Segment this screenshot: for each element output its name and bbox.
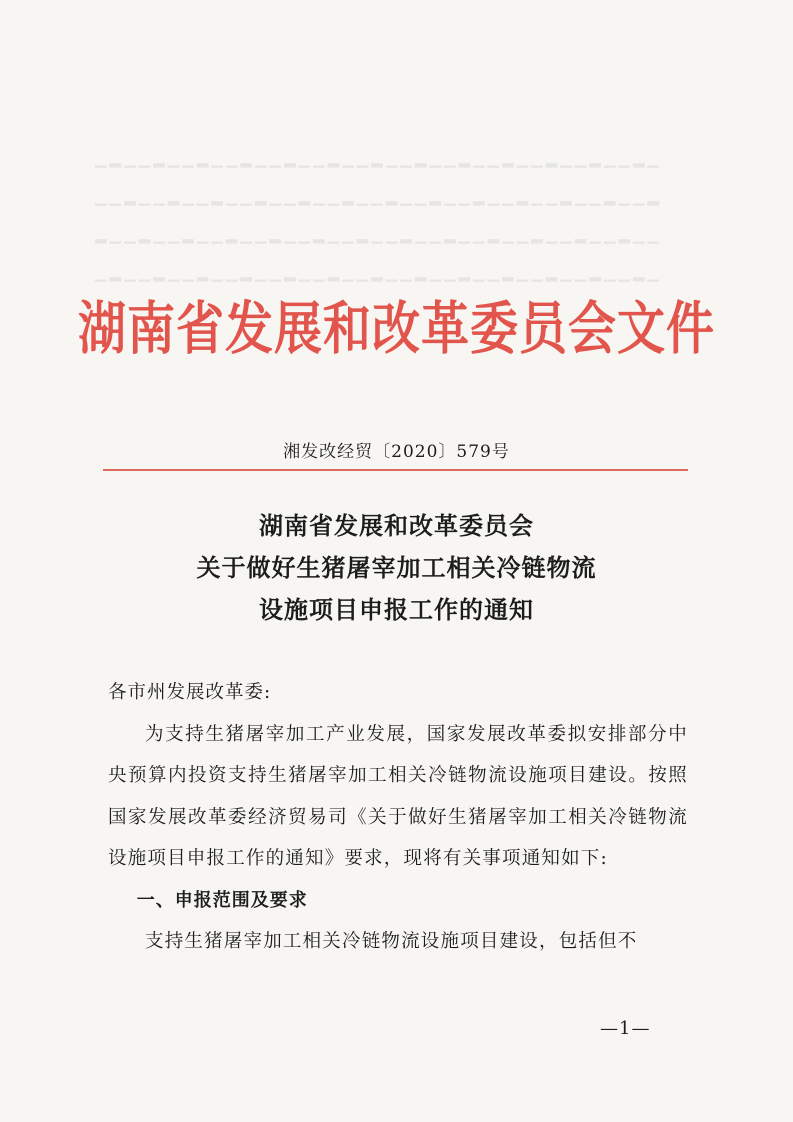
- notice-title-line: 设施项目申报工作的通知: [259, 595, 534, 624]
- body-paragraph: 支持生猪屠宰加工相关冷链物流设施项目建设，包括但不: [145, 931, 638, 952]
- body-paragraph: 为支持生猪屠宰加工产业发展，国家发展改革委拟安排部分中央预算内投资支持生猪屠宰加工相关冷链物流设施项目建设。按照国家发展改革委经济贸易司《关于做好生猪屠宰加工相关冷链物流设施项目申报工作的通知》要求，现将有关事项通知如下:: [108, 723, 688, 869]
- document-body: [108, 672, 688, 963]
- addressee: 各市州发展改革委:: [108, 682, 272, 703]
- issuing-authority-title: 湖南省发展和改革委员会文件: [77, 295, 715, 363]
- notice-title-line: 关于做好生猪屠宰加工相关冷链物流: [196, 553, 597, 582]
- document-page: ▁▂▁▁▂▁▁▂▁▁▂▁▁▂▁▁▂▁▁▂▁▁▂▁▁▂▁▁▂▁▁▂▁▁▂▁▁▂▁ ▁▁▂▁▁▂▁▁▂▁▁▂▁▁▂▁▁▂▁▁▂▁▁▂▁▁▂▁▁▂▁▁▂▁▁▂▁▁▂ ▂▁▁▂▁▁▂▁▁▂▁▁▂▁▁▂▁▁▂▁▁▂▁▁▂▁▁▂▁▁▂▁▁▂▁▁▂▁▁ ▁▂▁▁▂▁▁▂▁▁▂▁▁▂▁▁▂▁▁▂▁▁▂▁▁▂▁▁▂▁▁▂▁▁▂▁▁▂▁ 湖南省发展和改革委员会文件 湘发改经贸〔2020〕579号 湖南省发展和改革委员会 关于做好生猪屠宰加工相关冷链物流 设施项目申报工作的通知 各市州发展改革委: 为支持生猪屠宰加工产业发展，国家发展改革委拟安排部分中央预算内投资支持生猪屠宰加工相关冷链物流设施项目建设。按照国家发展改革委经济贸易司《关于做好生猪屠宰加工相关冷链物流设施项目申报工作的通知》要求，现将有关事项通知如下: 一、申报范围及要求 支持生猪屠宰加工相关冷链物流设施项目建设，包括但不 —1—: [0, 0, 793, 1122]
- page-number: —1—: [600, 1018, 651, 1039]
- section-heading: 一、申报范围及要求: [136, 889, 308, 911]
- notice-title: [0, 505, 793, 631]
- red-separator-line: [103, 469, 688, 471]
- notice-title-line: 湖南省发展和改革委员会: [259, 511, 534, 540]
- document-number: 湘发改经贸〔2020〕579号: [283, 442, 510, 462]
